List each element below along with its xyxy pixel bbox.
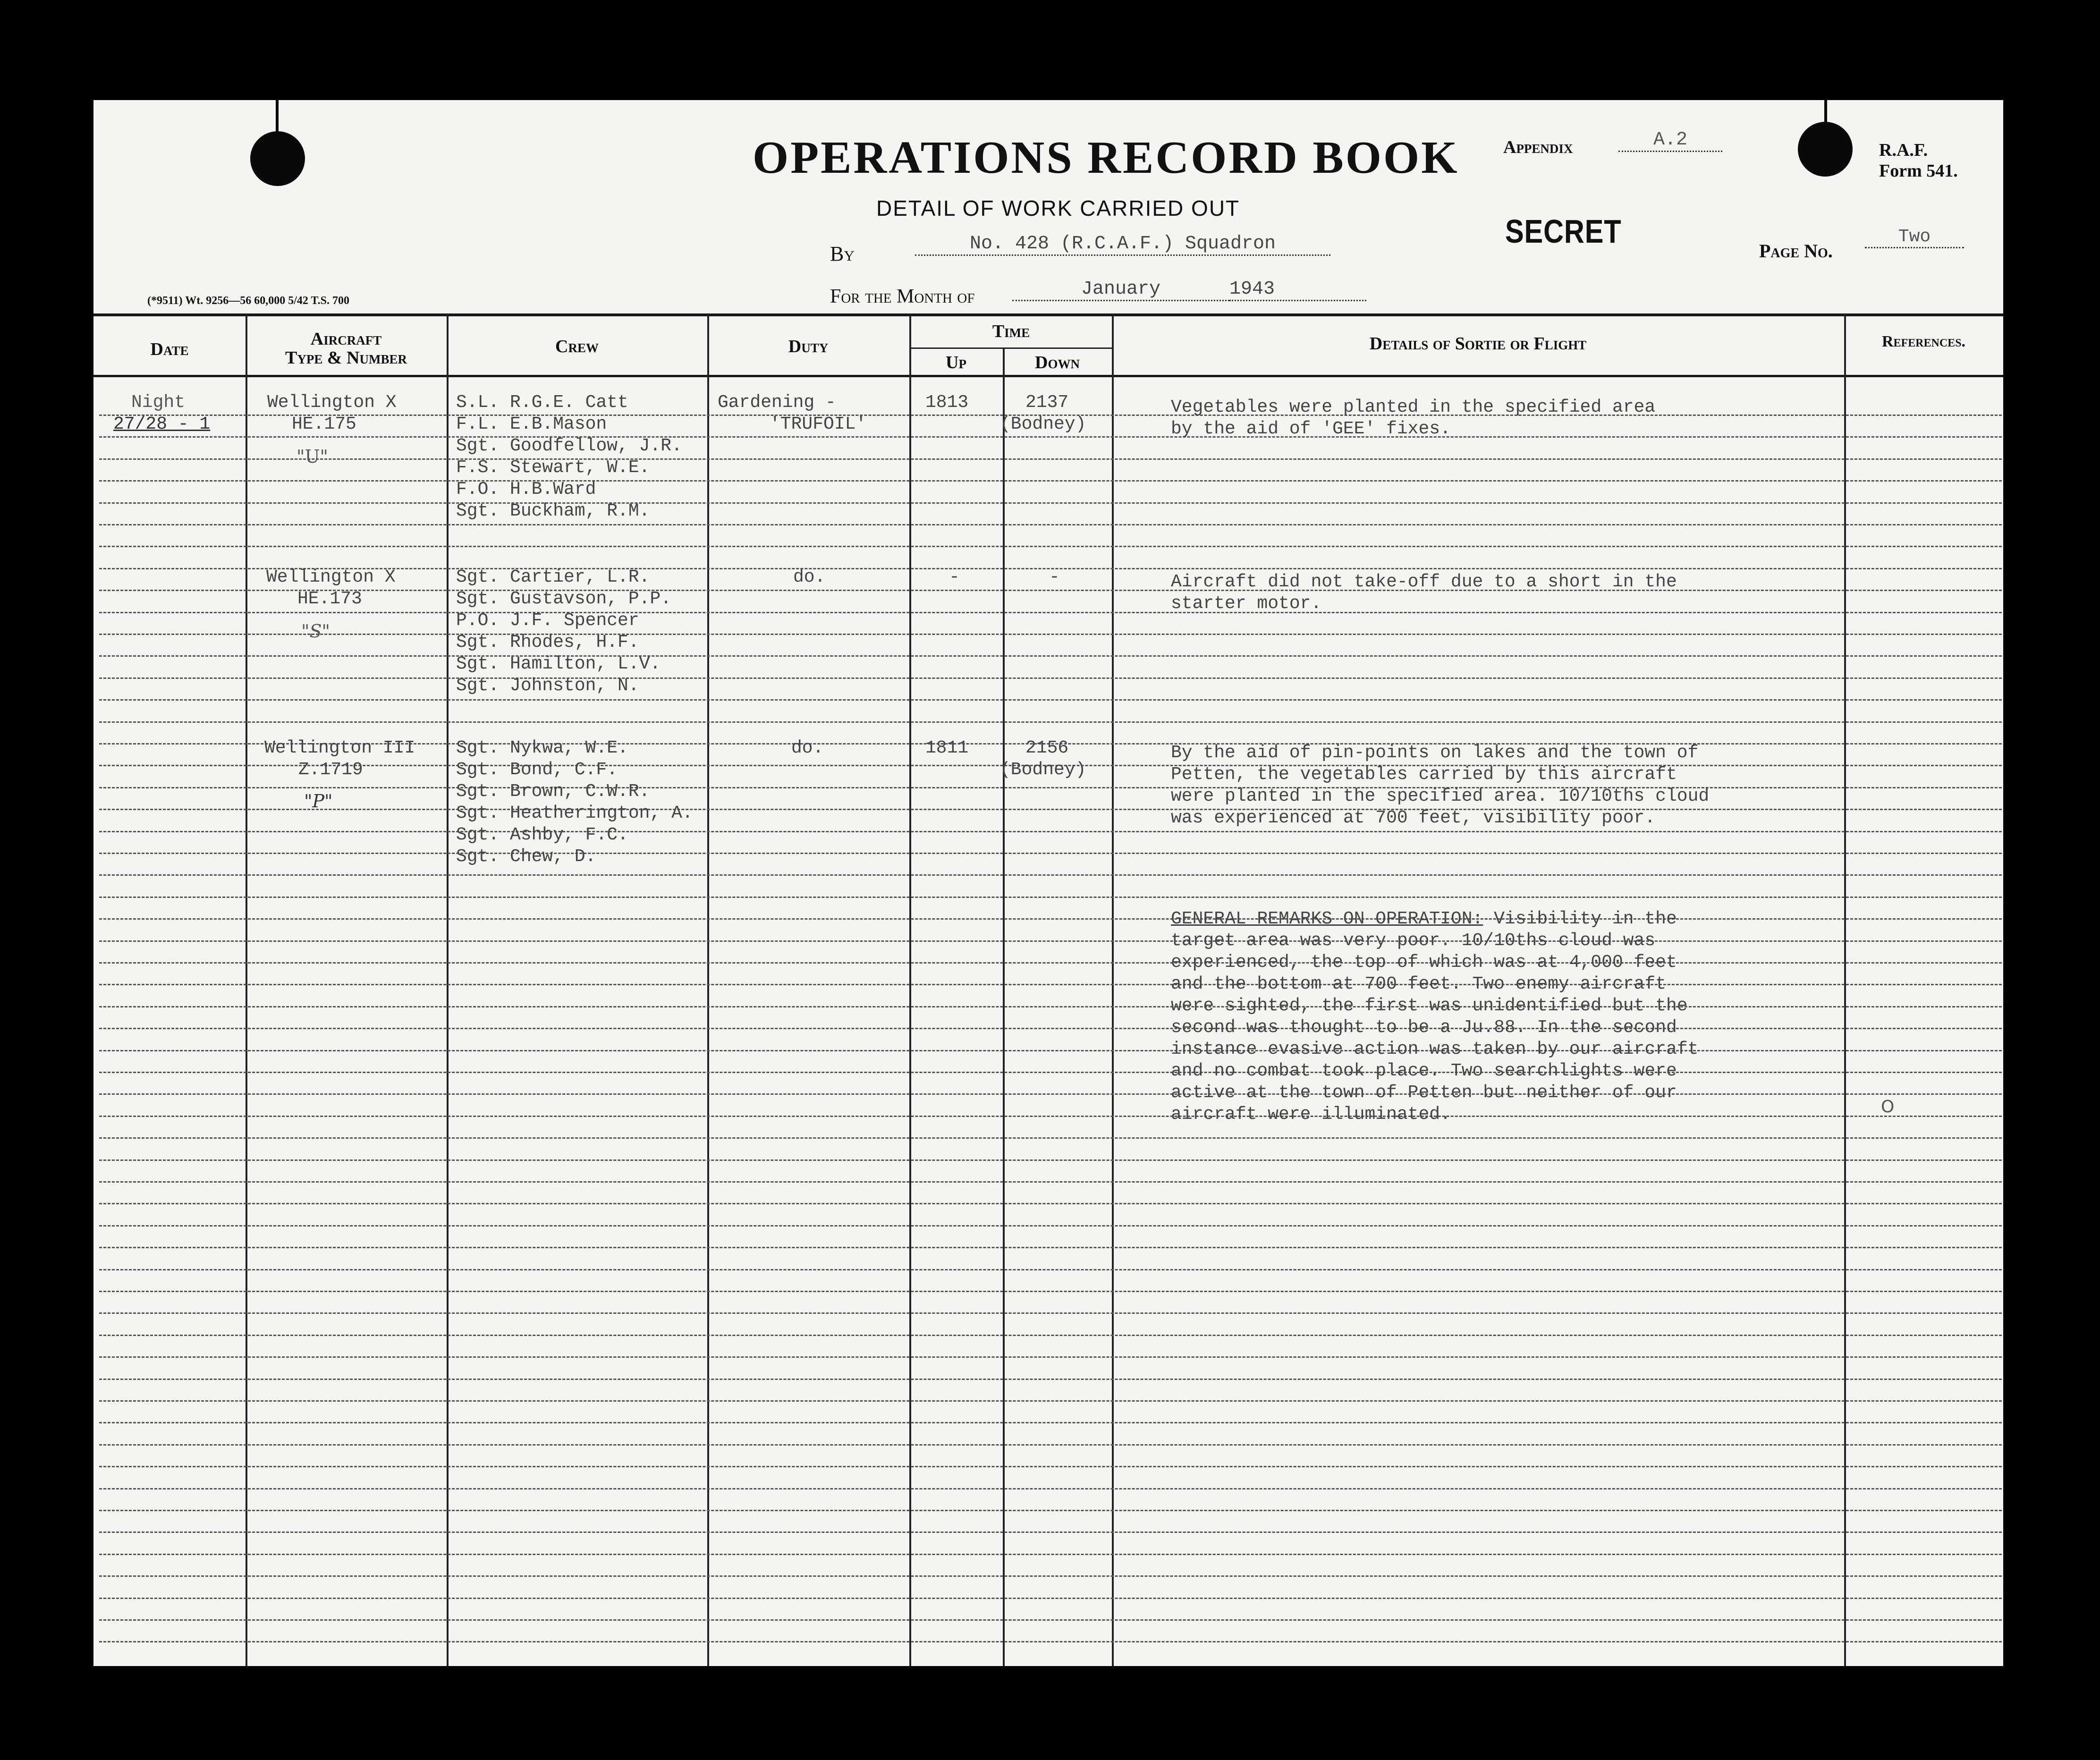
entry1-date-line2: 27/28 - 1: [113, 414, 211, 434]
entry3-aircraft-letter: "P": [304, 791, 333, 812]
form-sheet: [93, 100, 2003, 1666]
crew-member: Sgt. Chew, D.: [456, 846, 596, 867]
entry1-aircraft-letter: "U": [296, 446, 328, 467]
header-date: Date: [150, 339, 189, 359]
ruled-line: [99, 1619, 2002, 1621]
raf-form-line2: Form 541.: [1879, 161, 1958, 181]
entry1-time-down: 2137: [1025, 392, 1069, 413]
remarks-line: experienced, the top of which was at 4,000 feet: [1171, 952, 1677, 973]
punch-hole-right-notch: [1824, 100, 1827, 128]
header-aircraft-line1: Aircraft: [310, 329, 382, 349]
page-value: Two: [1865, 227, 1964, 248]
ruled-line: [99, 1488, 2002, 1489]
ruled-line: [99, 1422, 2002, 1423]
ruled-line: [99, 787, 2002, 788]
crew-member: Sgt. Bond, C.F.: [456, 760, 618, 780]
remarks-line: were sighted, the first was unidentified but the: [1171, 996, 1688, 1016]
column-divider: [447, 315, 449, 1666]
entry1-duty-line2: 'TRUFOIL': [770, 414, 867, 434]
entry2-duty: do.: [793, 567, 826, 587]
crew-member: Sgt. Johnston, N.: [456, 676, 639, 696]
ruled-line: [99, 1444, 2002, 1446]
ruled-line: [99, 962, 2002, 964]
column-divider: [1844, 315, 1846, 1666]
ruled-line: [99, 458, 2002, 460]
header-details: Details of Sortie or Flight: [1369, 334, 1587, 354]
ruled-line: [99, 1532, 2002, 1533]
details-line: starter motor.: [1171, 593, 1322, 614]
ruled-line: [99, 1159, 2002, 1161]
crew-member: Sgt. Cartier, L.R.: [456, 567, 650, 587]
appendix-value: A.2: [1618, 129, 1722, 152]
entry3-duty: do.: [791, 738, 824, 758]
ruled-line: [99, 984, 2002, 985]
ruled-line: [99, 1598, 2002, 1599]
ruled-line: [99, 918, 2002, 920]
ruled-line: [99, 1093, 2002, 1095]
ruled-line: [99, 436, 2002, 438]
ruled-line: [99, 524, 2002, 525]
crew-member: Sgt. Heatherington, A.: [456, 803, 693, 823]
crew-member: Sgt. Nykwa, W.E.: [456, 738, 628, 758]
ruled-line: [99, 502, 2002, 504]
ruled-line: [99, 1181, 2002, 1183]
column-divider: [909, 315, 911, 1666]
header-time-down: Down: [1035, 353, 1080, 372]
crew-member: F.L. E.B.Mason: [456, 414, 607, 434]
remarks-line: active at the town of Petten but neither of our: [1171, 1083, 1677, 1103]
header-duty: Duty: [788, 337, 829, 356]
ruled-line: [99, 1379, 2002, 1380]
ruled-line: [99, 1028, 2002, 1029]
ruled-line: [99, 1356, 2002, 1358]
entry2-aircraft-type: Wellington X: [266, 567, 396, 587]
references-mark: O: [1881, 1097, 1895, 1117]
ruled-line: [99, 1203, 2002, 1204]
ruled-line: [99, 677, 2002, 679]
ruled-line: [99, 1050, 2002, 1051]
ruled-line: [99, 612, 2002, 613]
year-value: 1943: [1229, 279, 1366, 301]
entry1-aircraft-number: HE.175: [292, 414, 356, 434]
ruled-line: [99, 874, 2002, 876]
time-header-divider: [909, 347, 1113, 349]
ruled-line: [99, 1006, 2002, 1007]
ruled-line: [99, 1247, 2002, 1248]
entry1-details: [1171, 397, 1655, 440]
form-title: OPERATIONS RECORD BOOK: [753, 132, 1459, 183]
ruled-line: [99, 546, 2002, 547]
raf-form-line1: R.A.F.: [1879, 140, 1928, 160]
remarks-line: target area was very poor. 10/10ths cloud was: [1171, 931, 1656, 951]
crew-member: Sgt. Buckham, R.M.: [456, 501, 650, 521]
ruled-line: [99, 634, 2002, 635]
general-remarks-first-line-text: Visibility in the: [1483, 909, 1677, 929]
ruled-line: [99, 1510, 2002, 1511]
appendix-label: Appendix: [1503, 137, 1573, 157]
crew-member: F.S. Stewart, W.E.: [456, 457, 650, 478]
entry2-aircraft-number: HE.173: [297, 589, 362, 609]
entry1-time-up: 1813: [925, 392, 969, 413]
ruled-line: [99, 1466, 2002, 1467]
ruled-line: [99, 655, 2002, 657]
entry1-crew: [456, 392, 682, 522]
crew-member: Sgt. Gustavson, P.P.: [456, 589, 672, 609]
entry1-aircraft-type: Wellington X: [267, 392, 397, 413]
printer-code: (*9511) Wt. 9256—56 60,000 5/42 T.S. 700: [147, 295, 350, 307]
entry2-time-up: -: [949, 567, 960, 587]
header-crew: Crew: [555, 337, 599, 356]
entry2-details: [1171, 571, 1677, 615]
entry3-time-up: 1811: [925, 738, 969, 758]
ruled-line: [99, 480, 2002, 482]
ruled-line: [99, 1641, 2002, 1642]
table-top-border: [93, 313, 2003, 316]
column-divider: [246, 315, 247, 1666]
ruled-line: [99, 590, 2002, 591]
punch-hole-left-notch: [276, 100, 279, 147]
entry3-aircraft-number: Z.1719: [298, 760, 363, 780]
by-label: By: [830, 242, 855, 265]
entry2-crew: [456, 567, 671, 697]
crew-member: Sgt. Goodfellow, J.R.: [456, 436, 682, 456]
ruled-line: [99, 1312, 2002, 1314]
remarks-line: instance evasive action was taken by our aircraft: [1171, 1039, 1699, 1059]
remarks-line: and the bottom at 700 feet. Two enemy aircraft: [1171, 974, 1666, 994]
header-aircraft-line2: Type & Number: [285, 348, 407, 368]
crew-member: Sgt. Hamilton, L.V.: [456, 654, 661, 674]
classification-stamp: SECRET: [1505, 213, 1622, 250]
ruled-line: [99, 1116, 2002, 1117]
form-subtitle: DETAIL OF WORK CARRIED OUT: [876, 196, 1240, 220]
ruled-line: [99, 1400, 2002, 1402]
ruled-line: [99, 1269, 2002, 1270]
ruled-line: [99, 897, 2002, 898]
crew-member: F.O. H.B.Ward: [456, 479, 596, 499]
remarks-line: aircraft were illuminated.: [1171, 1104, 1451, 1125]
crew-member: Sgt. Brown, C.W.R.: [456, 781, 650, 802]
ruled-line: [99, 853, 2002, 854]
ruled-line: [99, 940, 2002, 942]
general-remarks-heading: GENERAL REMARKS ON OPERATION:: [1171, 909, 1483, 929]
ruled-line: [99, 1137, 2002, 1139]
entry3-time-down-note: (Bodney): [1000, 760, 1086, 780]
details-line: were planted in the specified area. 10/10ths cloud: [1171, 786, 1710, 806]
column-divider: [1112, 315, 1114, 1666]
details-line: by the aid of 'GEE' fixes.: [1171, 419, 1451, 439]
ruled-line: [99, 1291, 2002, 1292]
general-remarks-first-line: [1171, 908, 1698, 930]
ruled-line: [99, 721, 2002, 723]
crew-member: Sgt. Ashby, F.C.: [456, 825, 628, 845]
general-remarks: [1171, 908, 1698, 1125]
month-value: January: [1012, 279, 1229, 301]
ruled-line: [99, 1072, 2002, 1073]
header-bottom-border: [93, 375, 2003, 377]
entry3-crew: [456, 737, 693, 868]
punch-hole-right: [1798, 122, 1853, 177]
ruled-line: [99, 809, 2002, 810]
entry2-time-down: -: [1049, 567, 1060, 587]
ruled-line: [99, 1575, 2002, 1577]
details-line: Vegetables were planted in the specified area: [1171, 397, 1656, 417]
column-divider: [707, 315, 709, 1666]
header-references: References.: [1881, 333, 1966, 350]
crew-member: P.O. J.F. Spencer: [456, 610, 639, 631]
remarks-line: second was thought to be a Ju.88. In the second: [1171, 1017, 1677, 1038]
details-line: was experienced at 700 feet, visibility poor.: [1171, 808, 1656, 828]
details-line: By the aid of pin-points on lakes and the town of: [1171, 743, 1699, 763]
crew-member: Sgt. Rhodes, H.F.: [456, 632, 639, 652]
header-time: Time: [992, 322, 1030, 341]
entry3-aircraft-type: Wellington III: [264, 738, 415, 758]
crew-member: S.L. R.G.E. Catt: [456, 392, 628, 413]
entry2-aircraft-letter: "S": [301, 621, 330, 642]
ruled-line: [99, 831, 2002, 832]
ruled-line: [99, 1335, 2002, 1336]
header-aircraft: [246, 330, 447, 367]
entry1-date-line1: Night: [131, 392, 186, 413]
remarks-line: and no combat took place. Two searchlights were: [1171, 1061, 1677, 1081]
entry3-time-down: 2156: [1025, 738, 1069, 758]
details-line: Aircraft did not take-off due to a short in the: [1171, 572, 1677, 592]
entry3-details: [1171, 742, 1709, 829]
ruled-line: [99, 1225, 2002, 1227]
page-label: Page No.: [1759, 240, 1833, 262]
header-time-up: Up: [946, 353, 966, 372]
entry1-time-down-note: (Bodney): [1000, 414, 1086, 434]
ruled-line: [99, 1554, 2002, 1555]
month-label: For the Month of: [830, 286, 975, 307]
ruled-line: [99, 699, 2002, 701]
raf-form-number: [1879, 140, 1958, 181]
entry1-duty-line1: Gardening -: [718, 392, 836, 413]
by-value: No. 428 (R.C.A.F.) Squadron: [915, 233, 1330, 256]
details-line: Petten, the vegetables carried by this aircraft: [1171, 764, 1677, 785]
